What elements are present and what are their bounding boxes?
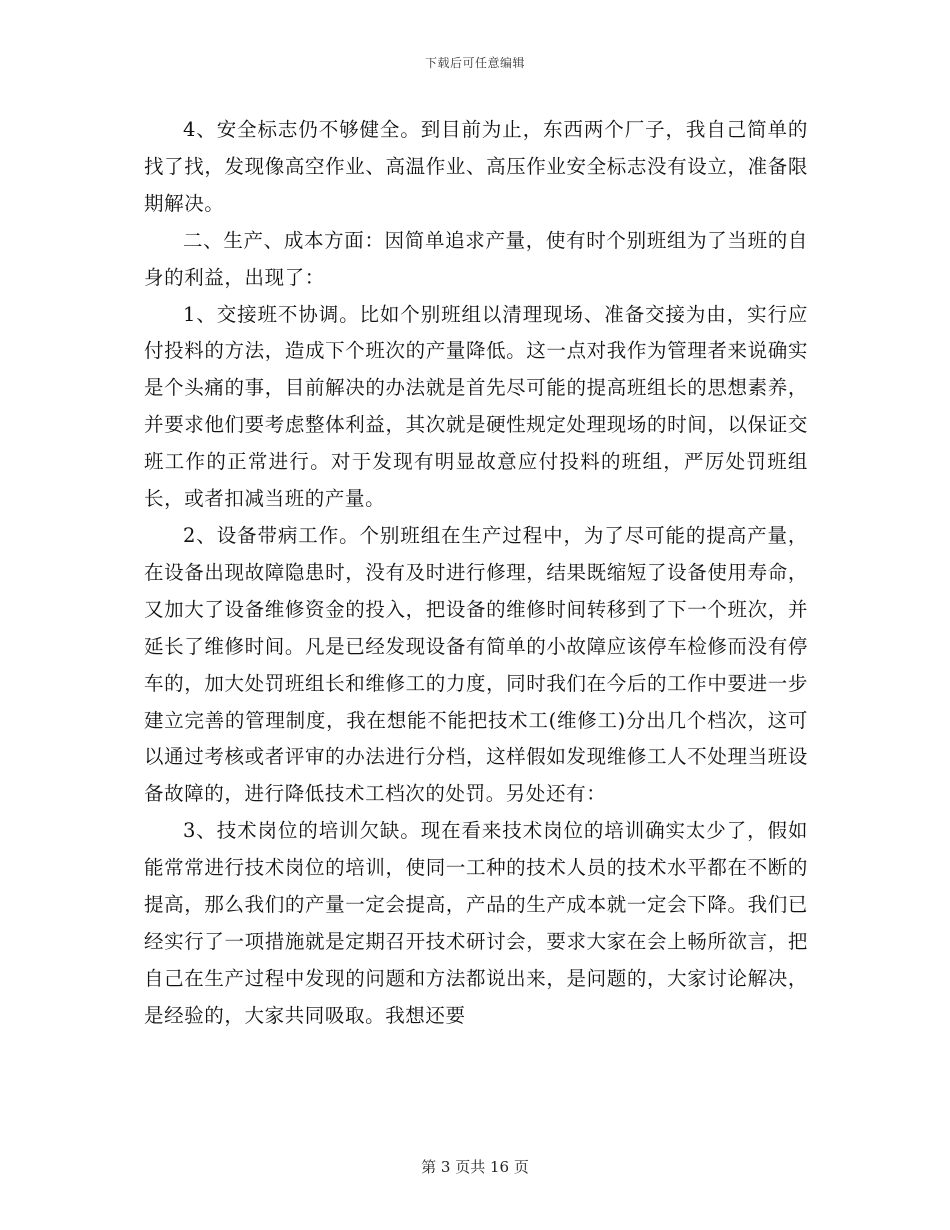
page-number-footer: 第 3 页共 16 页: [421, 1158, 529, 1176]
paragraph-safety-signs: 4、安全标志仍不够健全。到目前为止，东西两个厂子，我自己简单的找了找，发现像高空作业、高温作业、高压作业安全标志没有设立，准备限期解决。: [144, 118, 808, 215]
paragraph-equipment-faults: 2、设备带病工作。个别班组在生产过程中，为了尽可能的提高产量，在设备出现故障隐患时，没有及时进行修理，结果既缩短了设备使用寿命，又加大了设备维修资金的投入，把设备的维修时间转移到了下一个班次，并延长了维修时间。凡是已经发现设备有简单的小故障应该停车检修而没有停车的，加大处罚班组长和维修工的力度，同时我们在今后的工作中要进一步建立完善的管理制度，我在想能不能把技术工(维修工)分出几个档次，这可以通过考核或者评审的办法进行分档，这样假如发现维修工人不处理当班设备故障的，进行降低技术工档次的处罚。另处还有：: [144, 523, 808, 806]
paragraph-shift-handover: 1、交接班不协调。比如个别班组以清理现场、准备交接为由，实行应付投料的方法，造成下个班次的产量降低。这一点对我作为管理者来说确实是个头痛的事，目前解决的办法就是首先尽可能的提高班组长的思想素养，并要求他们要考虑整体利益，其次就是硬性规定处理现场的时间，以保证交班工作的正常进行。对于发现有明显故意应付投料的班组，严厉处罚班组长，或者扣减当班的产量。: [144, 302, 808, 511]
paragraph-technical-training: 3、技术岗位的培训欠缺。现在看来技术岗位的培训确实太少了，假如能常常进行技术岗位的培训，使同一工种的技术人员的技术水平都在不断的提高，那么我们的产量一定会提高，产品的生产成本就一定会下降。我们已经实行了一项措施就是定期召开技术研讨会，要求大家在会上畅所欲言，把自己在生产过程中发现的问题和方法都说出来，是问题的，大家讨论解决，是经验的，大家共同吸取。我想还要: [144, 819, 808, 1027]
paragraph-production-cost: 二、生产、成本方面：因简单追求产量，使有时个别班组为了当班的自身的利益，出现了：: [144, 228, 808, 289]
document-body: [144, 112, 808, 1035]
page-header: 下载后可任意编辑: [424, 56, 525, 70]
